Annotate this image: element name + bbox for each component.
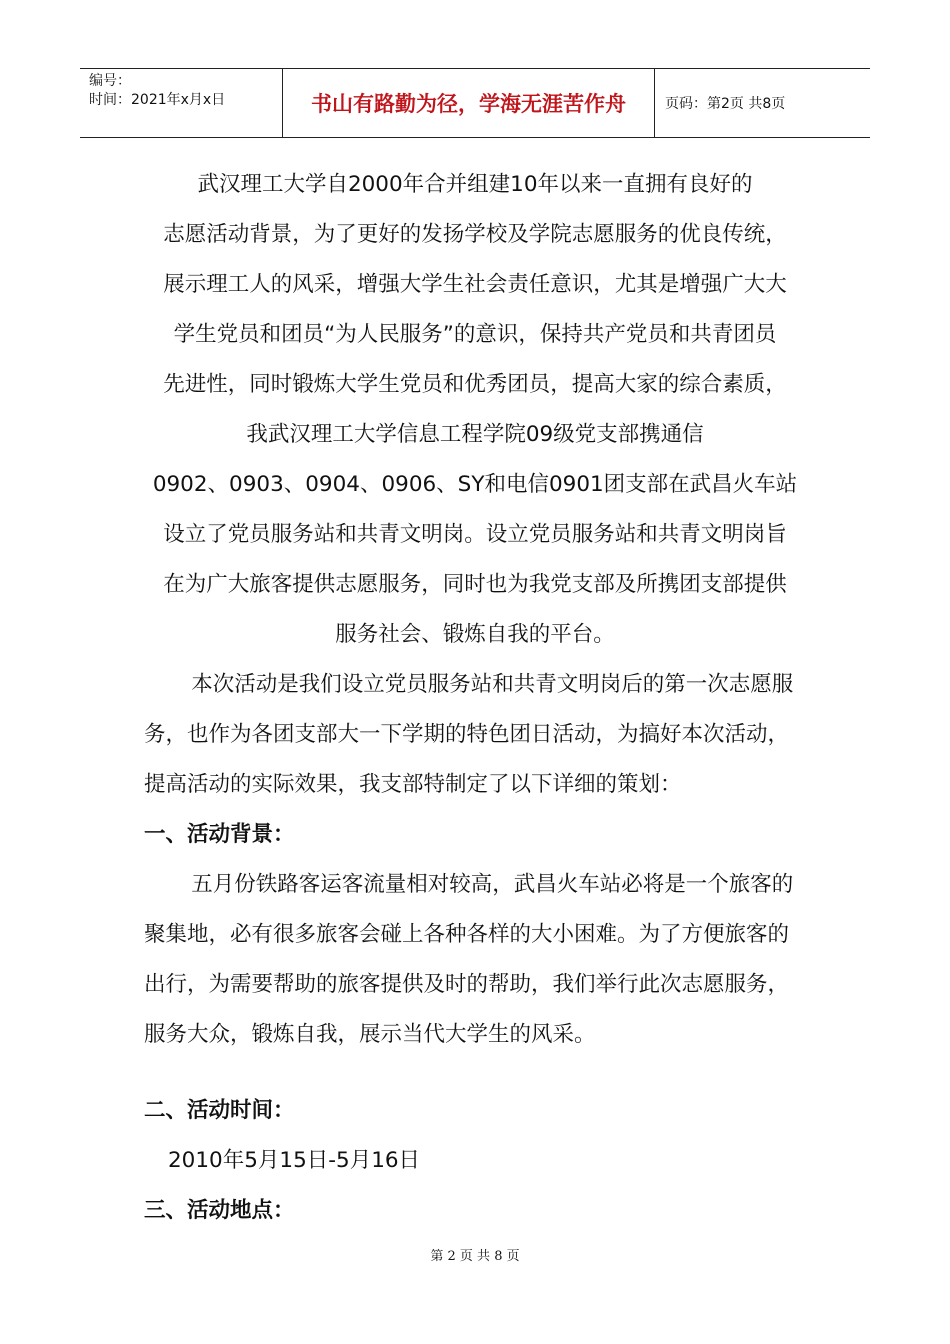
section-heading-time: 二、活动时间： xyxy=(144,1098,295,1123)
intro-line: 武汉理工大学自2000年合并组建10年以来一直拥有良好的 xyxy=(197,172,753,197)
intro-line: 设立了党员服务站和共青文明岗。设立党员服务站和共青文明岗旨 xyxy=(163,522,787,547)
intro-line: 学生党员和团员“为人民服务”的意识，保持共产党员和共青团员 xyxy=(173,322,777,347)
document-body xyxy=(144,160,806,1236)
activity-plan-paragraph: 本次活动是我们设立党员服务站和共青文明岗后的第一次志愿服务，也作为各团支部大一下学期的特色团日活动，为搞好本次活动，提高活动的实际效果，我支部特制定了以下详细的策划： xyxy=(144,672,794,797)
page-footer: 第 2 页 共 8 页 xyxy=(430,1249,520,1264)
section-heading-background: 一、活动背景： xyxy=(144,822,295,847)
spacer xyxy=(144,1060,806,1086)
section-background-text: 五月份铁路客运客流量相对较高，武昌火车站必将是一个旅客的聚集地，必有很多旅客会碰上各种各样的大小困难。为了方便旅客的出行，为需要帮助的旅客提供及时的帮助，我们举行此次志愿服务，服务大众，锻炼自我，展示当代大学生的风采。 xyxy=(144,872,794,1047)
intro-line: 我武汉理工大学信息工程学院09级党支部携通信 xyxy=(246,422,704,447)
header-info-cell xyxy=(80,69,283,137)
header-page-number: 页码：第2页 共8页 xyxy=(665,96,786,112)
header-motto: 书山有路勤为径，学海无涯苦作舟 xyxy=(283,69,655,137)
document-number-label: 编号： xyxy=(89,73,131,89)
intro-line: 在为广大旅客提供志愿服务，同时也为我党支部及所携团支部提供 xyxy=(163,572,787,597)
intro-line: 0902、0903、0904、0906、SY和电信0901团支部在武昌火车站 xyxy=(152,472,798,497)
section-heading-location: 三、活动地点： xyxy=(144,1198,295,1223)
section-time-text: 2010年5月15日-5月16日 xyxy=(168,1148,421,1173)
intro-line: 服务社会、锻炼自我的平台。 xyxy=(335,622,615,647)
intro-line: 志愿活动背景，为了更好的发扬学校及学院志愿服务的优良传统， xyxy=(163,222,787,247)
document-time-label: 时间：2021年x月x日 xyxy=(89,92,226,108)
intro-line: 展示理工人的风采，增强大学生社会责任意识，尤其是增强广大大 xyxy=(163,272,787,297)
intro-line: 先进性，同时锻炼大学生党员和优秀团员，提高大家的综合素质， xyxy=(163,372,787,397)
header-table xyxy=(80,68,870,138)
